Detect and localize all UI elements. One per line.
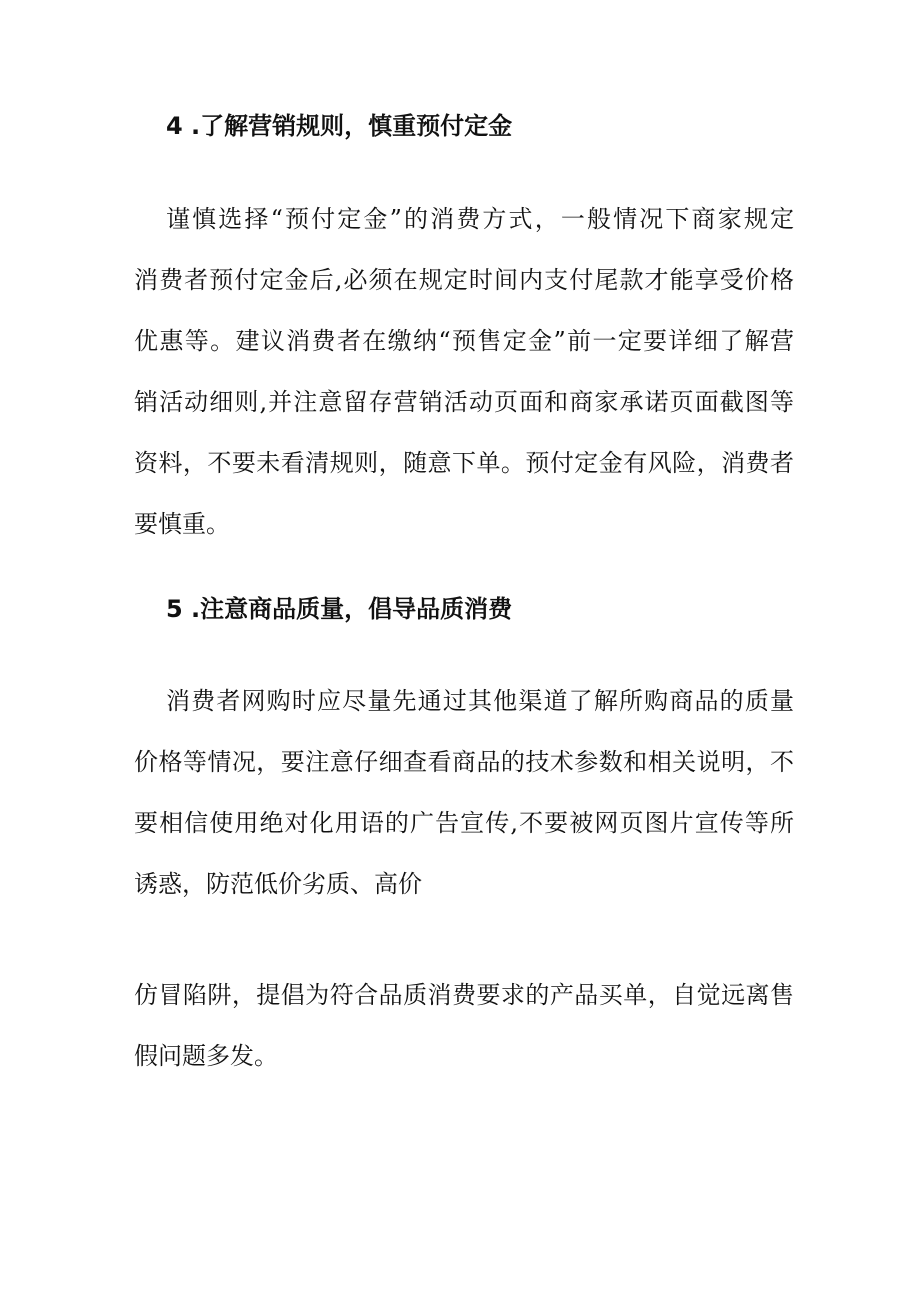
section-4-paragraph-line: 消费者预付定金后,必须在规定时间内支付尾款才能享受价格 xyxy=(134,266,794,294)
section-5-paragraph-line: 诱惑，防范低价劣质、高价 xyxy=(134,870,422,898)
section-4-paragraph-line: 优惠等。建议消费者在缴纳“预售定金”前一定要详细了解营 xyxy=(134,327,794,355)
section-4-paragraph-line: 销活动细则,并注意留存营销活动页面和商家承诺页面截图等 xyxy=(134,388,794,416)
section-5-paragraph-line: 消费者网购时应尽量先通过其他渠道了解所购商品的质量 xyxy=(166,687,794,715)
section-5-continuation-line: 假问题多发。 xyxy=(134,1042,278,1070)
section-4-heading: 4 .了解营销规则，慎重预付定金 xyxy=(166,112,513,140)
section-5-heading: 5 .注意商品质量，倡导品质消费 xyxy=(166,595,513,623)
section-4-paragraph-line: 要慎重。 xyxy=(134,510,230,538)
section-5-continuation-line: 仿冒陷阱，提倡为符合品质消费要求的产品买单，自觉远离售 xyxy=(134,981,794,1009)
section-4-paragraph-line: 谨慎选择“预付定金”的消费方式，一般情况下商家规定 xyxy=(166,205,794,233)
section-4-paragraph-line: 资料，不要未看清规则，随意下单。预付定金有风险，消费者 xyxy=(134,449,794,477)
section-5-paragraph-line: 要相信使用绝对化用语的广告宣传,不要被网页图片宣传等所 xyxy=(134,809,794,837)
section-5-paragraph-line: 价格等情况，要注意仔细查看商品的技术参数和相关说明，不 xyxy=(134,748,794,776)
